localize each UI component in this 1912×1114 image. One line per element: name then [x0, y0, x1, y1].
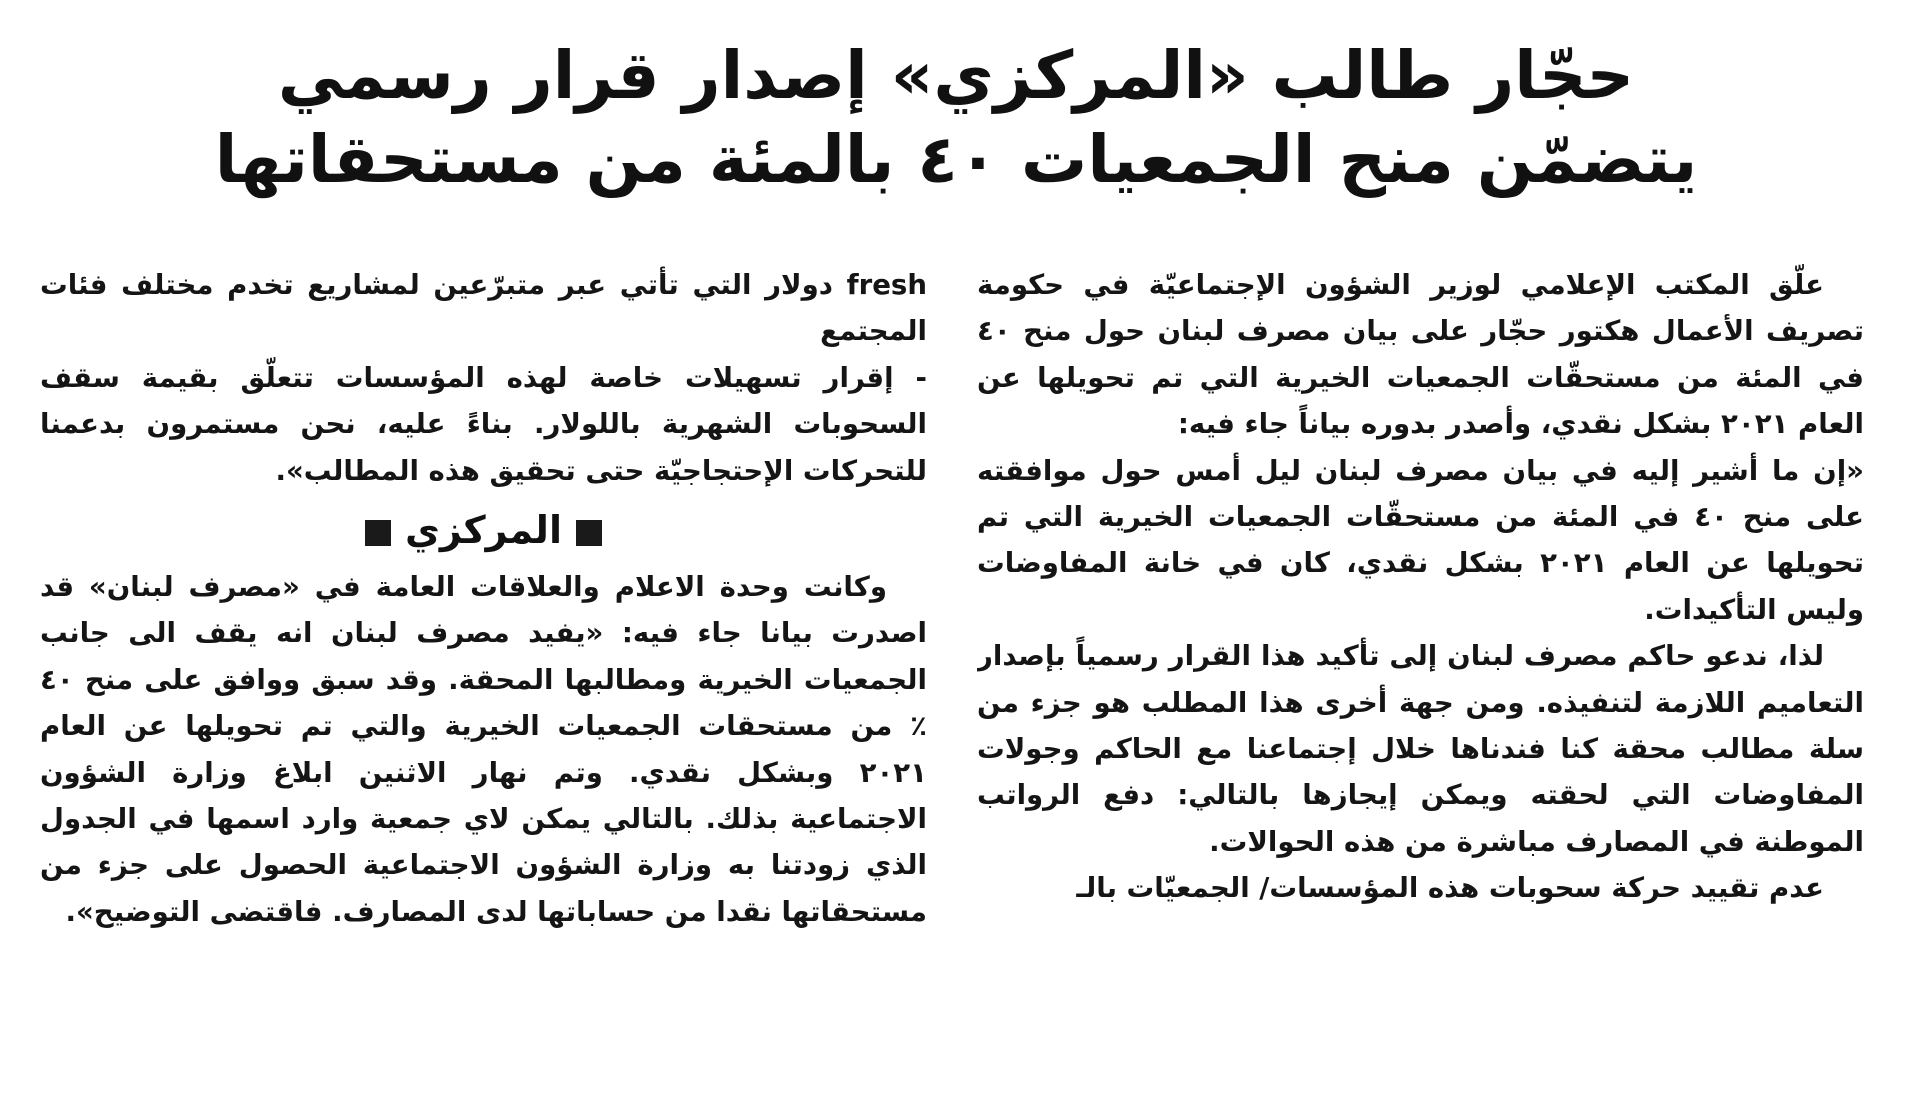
left-paragraph-2: - إقرار تسهيلات خاصة لهذه المؤسسات تتعلّق بقيمة سقف السحوبات الشهرية باللولار. بناءً عليه، نحن مستمرون بدعمنا للتحركات الإحتجاجيّة حتى تحقيق هذه المطالب».	[40, 360, 927, 487]
right-paragraph-3: لذا، ندعو حاكم مصرف لبنان إلى تأكيد هذا القرار رسمياً بإصدار التعاميم اللازمة لتنفيذه. ومن جهة أخرى هذا المطلب هو جزء من سلة مطالب محقة كنا فندناها خلال إجتماعنا مع الحاكم وجولات المفاوضات التي لحقته ويمكن إيجازها بالتالي: دفع الرواتب الموطنة في المصارف مباشرة من هذه الحوالات.	[977, 639, 1864, 858]
square-bullet-icon	[576, 520, 602, 546]
headline	[70, 34, 1842, 202]
headline-line-2: يتضمّن منح الجمعيات ٤٠ بالمئة من مستحقاتها	[214, 121, 1698, 198]
right-paragraph-4: عدم تقييد حركة سحوبات هذه المؤسسات/ الجمعيّات بالـ	[1076, 871, 1824, 905]
right-paragraph-1: علّق المكتب الإعلامي لوزير الشؤون الإجتماعيّة في حكومة تصريف الأعمال هكتور حجّار على بيان مصرف لبنان حول منح ٤٠ في المئة من مستحقّات الجمعيات الخيرية التي تم تحويلها عن العام ٢٠٢١ بشكل نقدي، وأصدر بدوره بياناً جاء فيه:	[977, 268, 1864, 441]
section-subheading	[40, 502, 927, 558]
left-paragraph-1-text: دولار التي تأتي عبر متبرّعين لمشاريع تخدم مختلف فئات المجتمع	[40, 268, 927, 348]
subheading-text: المركزي	[405, 508, 562, 553]
headline-line-1: حجّار طالب «المركزي» إصدار قرار رسمي	[277, 37, 1635, 114]
right-paragraph-2: «إن ما أشير إليه في بيان مصرف لبنان ليل أمس حول موافقته على منح ٤٠ في المئة من مستحقّات الجمعيات الخيرية التي تم تحويلها عن العام ٢٠٢١ بشكل نقدي، كان في خانة المفاوضات وليس التأكيدات.	[977, 453, 1864, 626]
article-body	[40, 262, 1864, 1100]
fresh-word: fresh	[846, 268, 927, 301]
right-column	[977, 262, 1864, 1100]
left-column	[40, 262, 927, 1100]
square-bullet-icon	[365, 520, 391, 546]
left-paragraph-3: وكانت وحدة الاعلام والعلاقات العامة في «مصرف لبنان» قد اصدرت بيانا جاء فيه: «يفيد مصرف لبنان انه يقف الى جانب الجمعيات الخيرية ومطالبها المحقة. وقد سبق ووافق على منح ٤٠ ٪ من مستحقات الجمعيات الخيرية والتي تم تحويلها عن العام ٢٠٢١ وبشكل نقدي. وتم نهار الاثنين ابلاغ وزارة الشؤون الاجتماعية بذلك. بالتالي يمكن لاي جمعية وارد اسمها في الجدول الذي زودتنا به وزارة الشؤون الاجتماعية الحصول على جزء من مستحقاتها نقدا من حساباتها لدى المصارف. فاقتضى التوضيح».	[40, 570, 927, 928]
left-paragraph-1	[40, 262, 927, 355]
